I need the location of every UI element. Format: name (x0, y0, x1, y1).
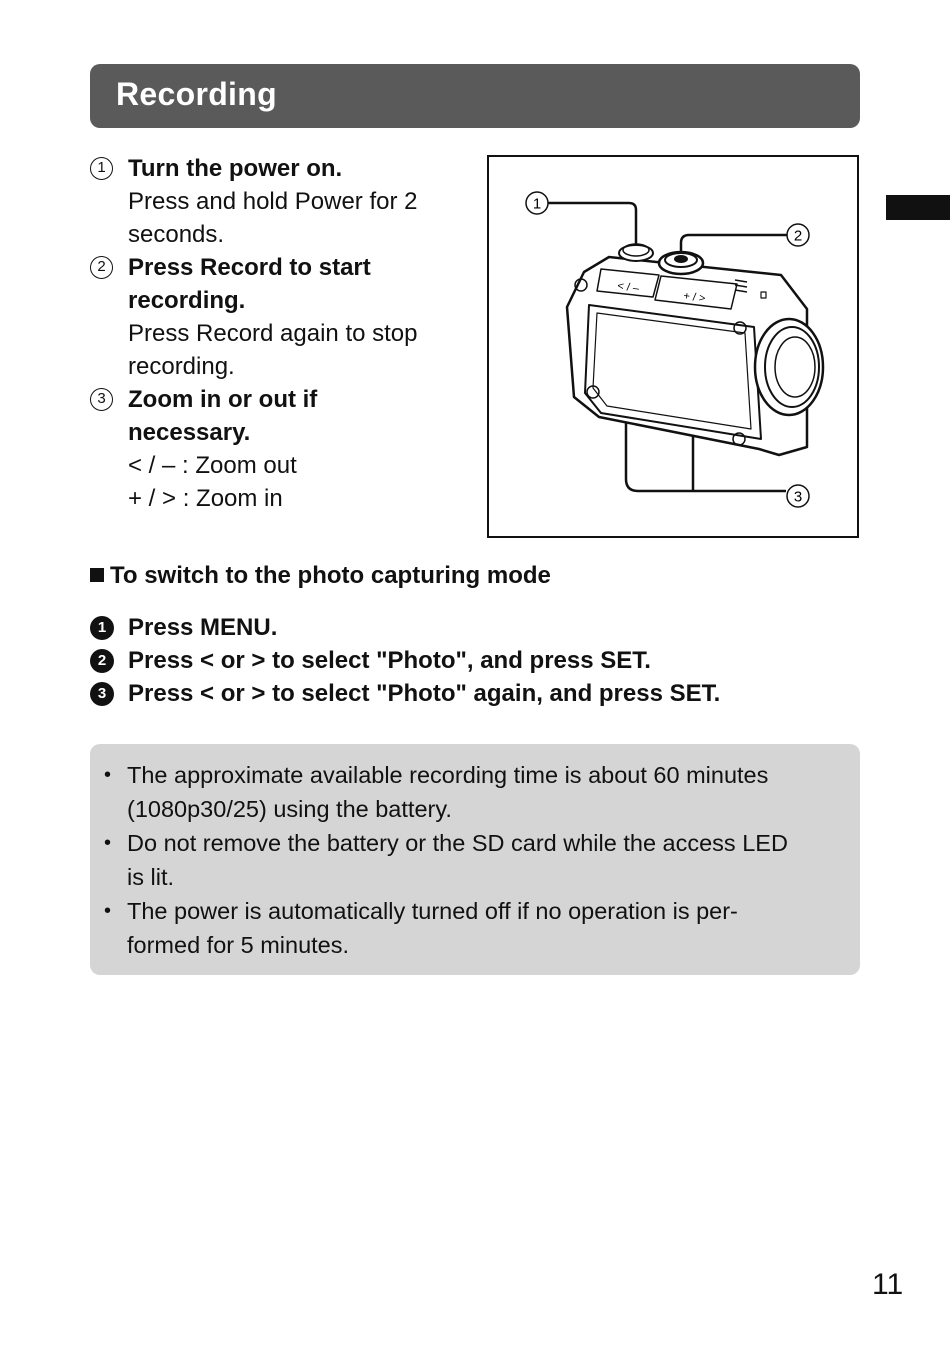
step-heading: recording. (128, 287, 246, 314)
step-heading: Press Record to start (128, 254, 371, 281)
recording-steps (86, 152, 476, 515)
step-2 (86, 251, 476, 383)
callout-3 (787, 485, 809, 507)
step-text-line: < / – : Zoom out (128, 452, 297, 479)
photo-step-3 (88, 677, 888, 710)
page-number: 11 (872, 1268, 904, 1301)
callout-number: 3 (793, 488, 803, 506)
zoom-out-label: < / – (616, 280, 640, 295)
step-text-line: seconds. (128, 221, 225, 248)
step-number-badge: 3 (90, 682, 114, 706)
notes-box (90, 744, 860, 975)
photo-mode-heading (90, 562, 551, 590)
step-text-line: Press and hold Power for 2 (128, 188, 418, 215)
step-1 (86, 152, 476, 251)
note-line: The approximate available recording time is about 60 minutes (127, 762, 769, 788)
step-number-badge: 2 (90, 649, 114, 673)
note-line: (1080p30/25) using the battery. (127, 796, 452, 822)
note-item (104, 826, 854, 894)
square-bullet-icon (90, 568, 104, 582)
step-text-line: recording. (128, 353, 235, 380)
step-3 (86, 383, 476, 515)
camera-illustration (487, 155, 859, 538)
note-line: The power is automatically turned off if no operation is per- (127, 898, 738, 924)
step-text-line: Press Record again to stop (128, 320, 418, 347)
photo-step-text: Press < or > to select "Photo", and press SET. (128, 647, 651, 674)
bullet-icon: • (104, 764, 112, 786)
step-heading: necessary. (128, 419, 251, 446)
step-number: 2 (90, 256, 113, 279)
photo-step-1 (88, 611, 888, 644)
callout-1 (526, 192, 548, 214)
photo-step-2 (88, 644, 888, 677)
step-heading: Turn the power on. (128, 155, 343, 182)
note-line: formed for 5 minutes. (127, 932, 350, 958)
step-number: 1 (90, 157, 113, 180)
camera-body (567, 244, 823, 455)
zoom-in-label: + / > (682, 290, 707, 306)
step-heading: Zoom in or out if (128, 386, 318, 413)
leader-line-1 (548, 203, 636, 249)
photo-step-text: Press MENU. (128, 614, 278, 641)
camera-drawing (489, 157, 857, 536)
section-header (90, 64, 860, 128)
note-line: is lit. (127, 864, 174, 890)
bullet-icon: • (104, 900, 112, 922)
callout-number: 2 (793, 227, 803, 245)
note-item (104, 758, 854, 826)
step-number: 3 (90, 388, 113, 411)
chapter-tab-marker (886, 195, 950, 220)
bullet-icon: • (104, 832, 112, 854)
photo-mode-steps (88, 611, 888, 710)
callout-number: 1 (532, 195, 542, 213)
note-item (104, 894, 854, 962)
photo-mode-heading-text: To switch to the photo capturing mode (110, 562, 551, 589)
note-line: Do not remove the battery or the SD card while the access LED (127, 830, 788, 856)
step-text-line: + / > : Zoom in (128, 485, 283, 512)
section-title: Recording (116, 76, 277, 112)
photo-step-text: Press < or > to select "Photo" again, and press SET. (128, 680, 721, 707)
callout-2 (787, 224, 809, 246)
step-number-badge: 1 (90, 616, 114, 640)
